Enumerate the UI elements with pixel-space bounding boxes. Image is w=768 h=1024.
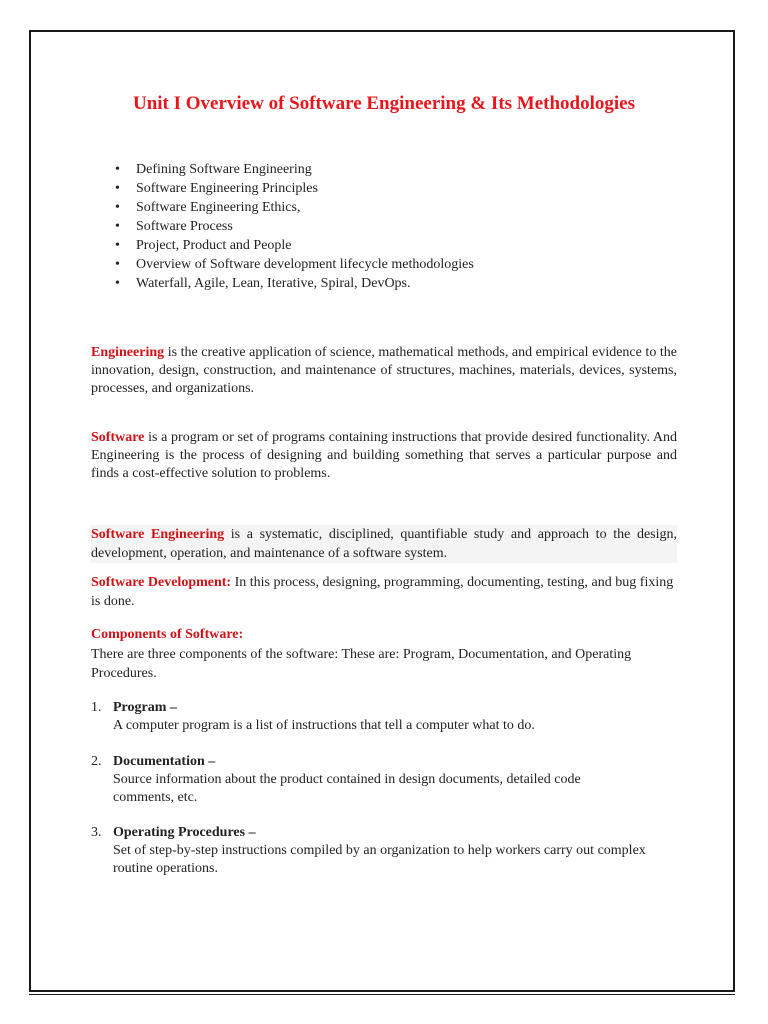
component-item xyxy=(91,699,671,735)
item-number: 1. xyxy=(91,700,102,715)
software-definition xyxy=(91,429,677,483)
component-item xyxy=(91,753,671,807)
topic-item: • Overview of Software development lifecycle methodologies xyxy=(112,255,474,274)
component-name: Operating Procedures – xyxy=(113,825,256,840)
component-description: Set of step-by-step instructions compiled by an organization to help workers carry out complex routine operations. xyxy=(113,843,646,876)
component-description: Source information about the product contained in design documents, detailed code comments, etc. xyxy=(113,772,581,805)
topic-list xyxy=(112,160,474,293)
topic-item: • Software Engineering Principles xyxy=(112,179,474,198)
topic-item: • Software Engineering Ethics, xyxy=(112,198,474,217)
definition-text: In this process, designing, programming, documenting, testing, and bug fixing is done. xyxy=(91,575,674,609)
component-name: Program – xyxy=(113,700,177,715)
item-number: 3. xyxy=(91,825,102,840)
definition-term: Engineering xyxy=(91,345,165,360)
topic-item: • Defining Software Engineering xyxy=(112,160,474,179)
components-intro: There are three components of the software: These are: Program, Documentation, and Operating Procedures. xyxy=(91,647,632,681)
software-development-definition xyxy=(91,573,677,611)
definition-term: Software Engineering xyxy=(91,527,225,542)
topic-item: • Project, Product and People xyxy=(112,236,474,255)
definition-text: is the creative application of science, mathematical methods, and empirical evidence to the innovation, design, construction, and maintenance of structures, machines, materials, devices, systems, processes, and organizations. xyxy=(91,345,677,396)
components-heading: Components of Software: xyxy=(91,627,244,642)
topic-item: • Software Process xyxy=(112,217,474,236)
definition-term: Software xyxy=(91,430,145,445)
component-item xyxy=(91,824,671,878)
component-name: Documentation – xyxy=(113,754,216,769)
definition-term: Software Development: xyxy=(91,575,232,590)
engineering-definition xyxy=(91,344,677,398)
page-title: Unit I Overview of Software Engineering & Its Methodologies xyxy=(132,93,636,114)
item-number: 2. xyxy=(91,754,102,769)
definition-text: is a systematic, disciplined, quantifiable study and approach to the design, development, operation, and maintenance of a software system. xyxy=(91,527,677,561)
component-description: A computer program is a list of instructions that tell a computer what to do. xyxy=(113,718,535,733)
definition-text: is a program or set of programs containing instructions that provide desired functionality. And Engineering is the process of designing and building something that serves a particular purpose and finds a cost-effective solution to problems. xyxy=(91,430,677,481)
software-engineering-definition xyxy=(91,525,677,563)
topic-item: • Waterfall, Agile, Lean, Iterative, Spiral, DevOps. xyxy=(112,274,474,293)
